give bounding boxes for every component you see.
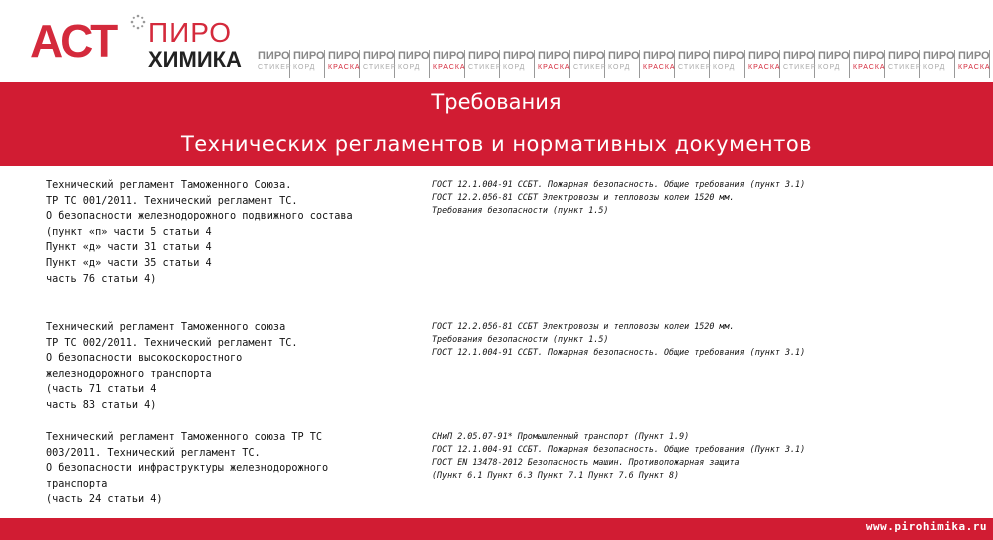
product-strip-tile-top: ПИРО — [503, 50, 535, 62]
product-strip-tile-bottom: СТИКЕР — [783, 64, 817, 71]
references-block-1 — [432, 178, 987, 217]
product-strip-tile — [465, 50, 500, 78]
product-strip-tile — [500, 50, 535, 78]
product-strip-tile-top: ПИРО — [783, 50, 815, 62]
product-strip-tile-bottom: СТИКЕР — [258, 64, 292, 71]
product-strip-tile-top: ПИРО — [643, 50, 675, 62]
product-strip-tile-top: ПИРО — [468, 50, 500, 62]
product-strip-tile — [710, 50, 745, 78]
product-strip-tile-top: ПИРО — [853, 50, 885, 62]
website-url[interactable]: www.pirohimika.ru — [865, 520, 987, 533]
product-strip-tile — [290, 50, 325, 78]
product-strip-tile-top: ПИРО — [678, 50, 710, 62]
footer-bar — [0, 518, 993, 540]
product-strip — [255, 50, 990, 78]
product-strip-tile-bottom: КРАСКА — [853, 64, 886, 71]
product-strip-tile-top: ПИРО — [573, 50, 605, 62]
product-strip-tile — [745, 50, 780, 78]
product-strip-tile-top: ПИРО — [363, 50, 395, 62]
regulation-line: Пункт «д» части 31 статьи 4 — [46, 242, 212, 254]
product-strip-tile — [675, 50, 710, 78]
product-strip-tile — [360, 50, 395, 78]
regulation-line: Пункт «д» части 35 статьи 4 — [46, 257, 212, 269]
product-strip-tile-bottom: КРАСКА — [748, 64, 781, 71]
regulation-block-1 — [46, 178, 416, 287]
regulation-line: часть 76 статьи 4) — [46, 273, 157, 285]
reference-line: ГОСТ 12.2.056-81 ССБТ Электровозы и тепловозы колеи 1520 мм. — [432, 321, 735, 331]
product-strip-tile-bottom: КОРД — [503, 64, 526, 71]
product-strip-tile-bottom: КОРД — [608, 64, 631, 71]
product-strip-tile-top: ПИРО — [713, 50, 745, 62]
logo-himika-text: ХИМИКА — [148, 47, 242, 72]
regulation-line: железнодорожного транспорта — [46, 368, 212, 380]
regulation-line: транспорта — [46, 478, 108, 490]
product-strip-tile-bottom: КРАСКА — [328, 64, 361, 71]
product-strip-tile-bottom: КРАСКА — [643, 64, 676, 71]
product-strip-tile-bottom: КОРД — [923, 64, 946, 71]
regulation-line: О безопасности железнодорожного подвижного состава — [46, 211, 353, 223]
product-strip-tile — [815, 50, 850, 78]
regulation-line: (пункт «п» части 5 статьи 4 — [46, 226, 212, 238]
regulation-block-3 — [46, 430, 416, 508]
product-strip-tile-top: ПИРО — [888, 50, 920, 62]
reference-line: Требования безопасности (пункт 1.5) — [432, 205, 609, 215]
reference-line: ГОСТ 12.1.004-91 ССБТ. Пожарная безопасность. Общие требования (пункт 3.1) — [432, 179, 806, 189]
product-strip-tile — [255, 50, 290, 78]
product-strip-tile — [570, 50, 605, 78]
product-strip-tile-bottom: СТИКЕР — [468, 64, 502, 71]
regulation-line: (часть 24 статьи 4) — [46, 494, 163, 506]
product-strip-tile-bottom: КОРД — [818, 64, 841, 71]
regulation-line: Технический регламент Таможенного Союза. — [46, 180, 292, 191]
product-strip-tile-bottom: СТИКЕР — [573, 64, 607, 71]
product-strip-tile-top: ПИРО — [258, 50, 290, 62]
product-strip-tile — [640, 50, 675, 78]
banner-title-line2: Технических регламентов и нормативных документов — [180, 132, 813, 156]
product-strip-tile — [885, 50, 920, 78]
product-strip-tile-bottom: КРАСКА — [538, 64, 571, 71]
product-strip-tile-top: ПИРО — [818, 50, 850, 62]
regulation-block-2 — [46, 320, 416, 414]
reference-line: ГОСТ EN 13478-2012 Безопасность машин. Противопожарная защита — [432, 457, 740, 467]
product-strip-tile-top: ПИРО — [538, 50, 570, 62]
logo-spark-icon — [130, 14, 146, 30]
regulation-line: ТР ТС 001/2011. Технический регламент ТС. — [46, 195, 298, 207]
regulation-line: О безопасности высокоскоростного — [46, 353, 243, 365]
regulation-line: О безопасности инфраструктуры железнодорожного — [46, 463, 329, 475]
product-strip-tile — [535, 50, 570, 78]
references-block-2 — [432, 320, 987, 359]
product-strip-tile-top: ПИРО — [398, 50, 430, 62]
product-strip-tile — [955, 50, 990, 78]
product-strip-tile-top: ПИРО — [608, 50, 640, 62]
product-strip-tile-top: ПИРО — [328, 50, 360, 62]
product-strip-tile-bottom: КОРД — [398, 64, 421, 71]
product-strip-tile — [920, 50, 955, 78]
regulation-line: 003/2011. Технический регламент ТС. — [46, 447, 261, 459]
regulation-line: Технический регламент Таможенного союза ТР ТС — [46, 432, 323, 443]
reference-line: СНиП 2.05.07-91* Промышленный транспорт (Пункт 1.9) — [432, 431, 690, 441]
reference-line: Требования безопасности (пункт 1.5) — [432, 334, 609, 344]
logo-ast-text: АСТ — [30, 15, 117, 67]
product-strip-tile — [430, 50, 465, 78]
banner-title-line1: Требования — [431, 90, 562, 114]
product-strip-tile-bottom: СТИКЕР — [888, 64, 922, 71]
product-strip-tile-top: ПИРО — [433, 50, 465, 62]
product-strip-tile-bottom: КОРД — [713, 64, 736, 71]
product-strip-tile-bottom: СТИКЕР — [363, 64, 397, 71]
regulation-line: часть 83 статьи 4) — [46, 399, 157, 411]
product-strip-tile — [395, 50, 430, 78]
regulation-line: (часть 71 статьи 4 — [46, 384, 157, 396]
product-strip-tile — [780, 50, 815, 78]
product-strip-tile-bottom: КРАСКА — [433, 64, 466, 71]
regulation-line: Технический регламент Таможенного союза — [46, 322, 286, 333]
reference-line: ГОСТ 12.1.004-91 ССБТ. Пожарная безопасность. Общие требования (пункт 3.1) — [432, 347, 806, 357]
product-strip-tile — [605, 50, 640, 78]
product-strip-tile — [325, 50, 360, 78]
regulation-line: ТР ТС 002/2011. Технический регламент ТС. — [46, 337, 298, 349]
product-strip-tile — [850, 50, 885, 78]
reference-line: ГОСТ 12.1.004-91 ССБТ. Пожарная безопасность. Общие требования (Пункт 3.1) — [432, 444, 806, 454]
product-strip-tile-bottom: СТИКЕР — [678, 64, 712, 71]
logo-piro-text: ПИРО — [148, 17, 233, 48]
product-strip-tile-top: ПИРО — [748, 50, 780, 62]
references-block-3 — [432, 430, 987, 482]
product-strip-tile-bottom: КОРД — [293, 64, 316, 71]
reference-line: ГОСТ 12.2.056-81 ССБТ Электровозы и тепловозы колеи 1520 мм. — [432, 192, 735, 202]
product-strip-tile-top: ПИРО — [958, 50, 990, 62]
company-logo — [30, 14, 245, 76]
product-strip-tile-top: ПИРО — [923, 50, 955, 62]
product-strip-tile-top: ПИРО — [293, 50, 325, 62]
reference-line: (Пункт 6.1 Пункт 6.3 Пункт 7.1 Пункт 7.6 Пункт 8) — [432, 470, 680, 480]
product-strip-tile-bottom: КРАСКА — [958, 64, 991, 71]
